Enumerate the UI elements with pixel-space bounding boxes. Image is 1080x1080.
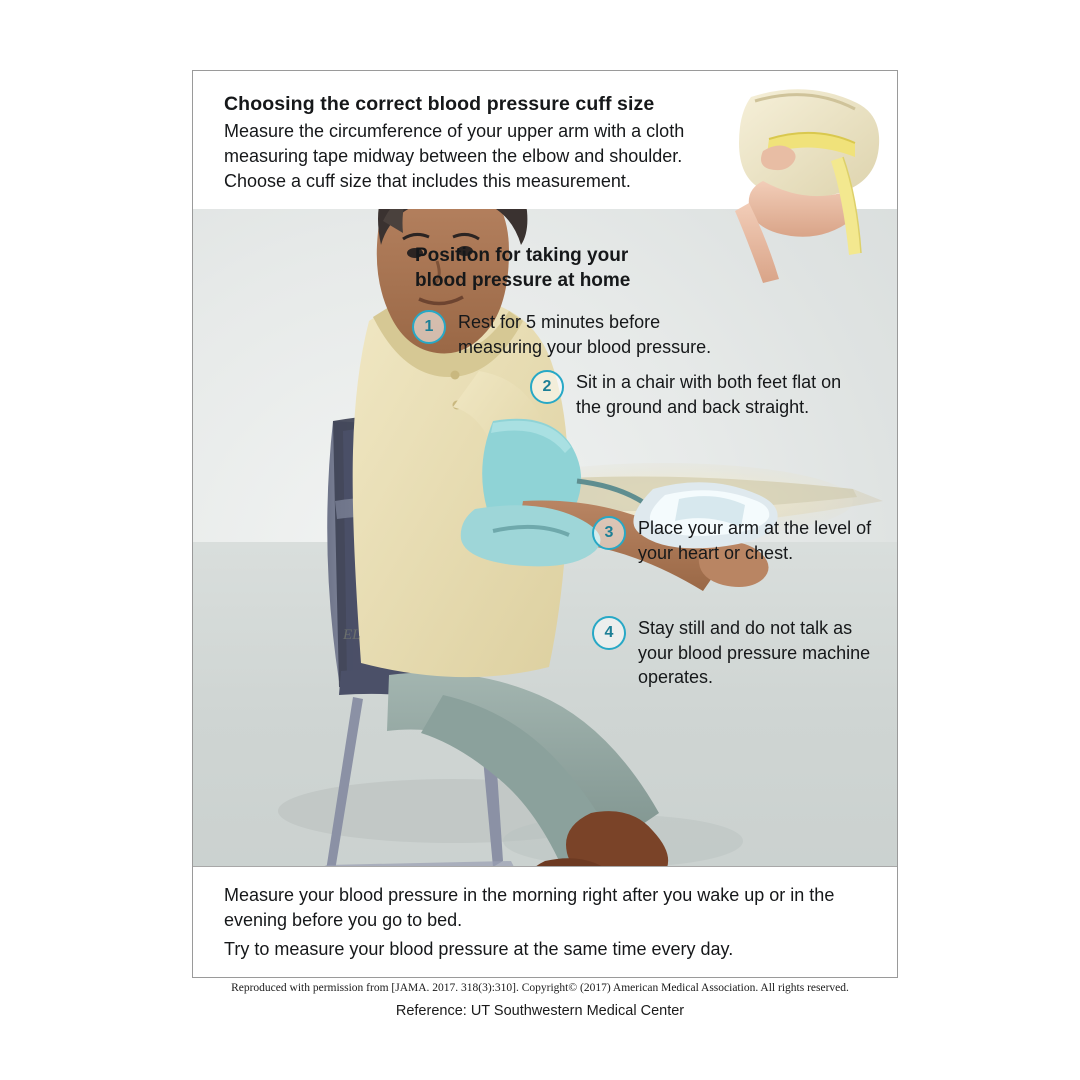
step-number-badge: 4 [592, 616, 626, 650]
step-4 [592, 616, 892, 690]
step-3 [592, 516, 892, 565]
copyright-credit: Reproduced with permission from [JAMA. 2017. 318(3):310]. Copyright© (2017) American Medical Association. All rights reserved. [231, 982, 849, 994]
svg-text:EL: EL [343, 627, 361, 643]
step-2 [530, 370, 850, 419]
step-text: Sit in a chair with both feet flat on the ground and back straight. [576, 372, 842, 417]
cuff-measurement-illustration [711, 77, 891, 287]
reference-caption: Reference: UT Southwestern Medical Center [395, 1003, 685, 1019]
step-1 [412, 310, 712, 359]
step-text: Rest for 5 minutes before measuring your blood pressure. [458, 312, 712, 357]
step-text: Place your arm at the level of your heart or chest. [638, 518, 872, 563]
step-text: Stay still and do not talk as your blood pressure machine operates. [638, 618, 871, 687]
step-number-badge: 2 [530, 370, 564, 404]
header-body-text: Measure the circumference of your upper arm with a cloth measuring tape midway between the elbow and shoulder. Choose a cuff size that includes this measurement. [224, 121, 685, 191]
step-number-badge: 3 [592, 516, 626, 550]
step-number-badge: 1 [412, 310, 446, 344]
page-title: Choosing the correct blood pressure cuff size [224, 93, 655, 115]
footer-line-1: Measure your blood pressure in the morning right after you wake up or in the evening before you go to bed. [224, 885, 835, 930]
footer-block [193, 866, 897, 977]
position-heading: Position for taking your blood pressure at home [415, 245, 631, 291]
infographic-poster [192, 70, 898, 978]
footer-line-2: Try to measure your blood pressure at the same time every day. [224, 939, 734, 959]
